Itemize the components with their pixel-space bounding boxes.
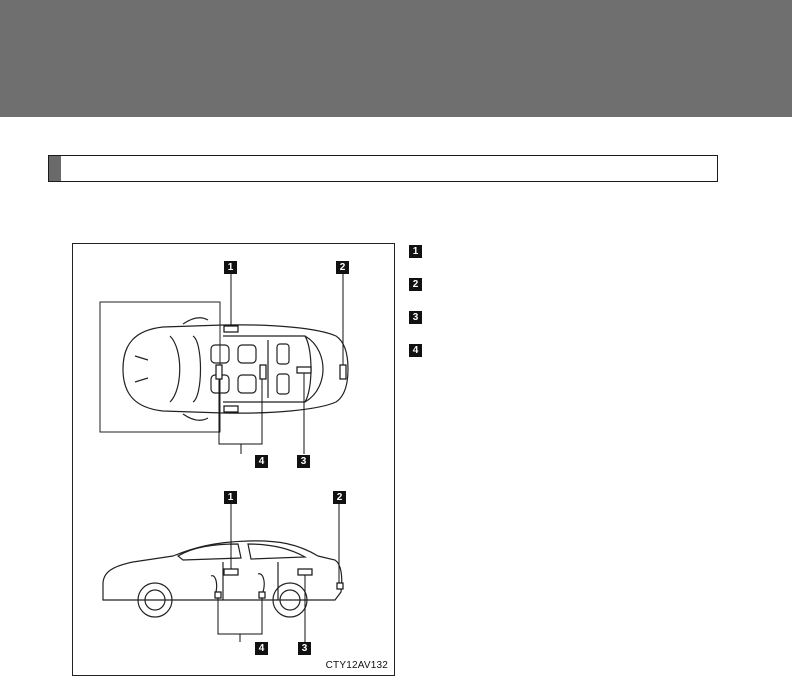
car-side-view <box>103 541 342 617</box>
legend-item <box>409 278 779 311</box>
vehicle-diagram <box>73 244 395 676</box>
figure-code: CTY12AV132 <box>325 660 388 671</box>
vehicle-location-figure <box>72 243 395 676</box>
chapter-banner <box>0 0 792 117</box>
legend-item <box>409 311 779 344</box>
legend-badge: 4 <box>409 344 422 357</box>
callout-1-side: 1 <box>224 491 237 504</box>
callout-3-top: 3 <box>297 455 310 468</box>
callout-4-top: 4 <box>255 455 268 468</box>
section-tab-marker <box>49 156 61 181</box>
car-top-view <box>123 318 348 421</box>
legend-item <box>409 344 779 377</box>
legend-badge: 2 <box>409 278 422 291</box>
callout-4-side: 4 <box>255 642 268 655</box>
callout-1-top: 1 <box>224 261 237 274</box>
legend-list <box>409 245 779 377</box>
callout-2-side: 2 <box>333 491 346 504</box>
side-view-markers <box>215 569 343 598</box>
callout-2-top: 2 <box>336 261 349 274</box>
legend-badge: 1 <box>409 245 422 258</box>
legend-badge: 3 <box>409 311 422 324</box>
section-header <box>48 155 718 182</box>
legend-item <box>409 245 779 278</box>
callout-3-side: 3 <box>298 642 311 655</box>
top-view-markers <box>216 326 346 412</box>
